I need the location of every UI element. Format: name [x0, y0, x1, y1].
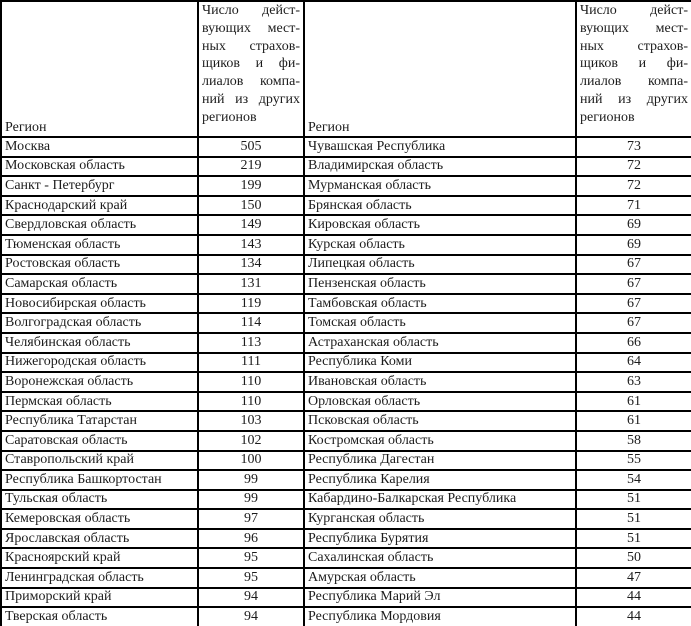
region-cell: Приморский край	[1, 588, 198, 608]
count-cell: 69	[576, 215, 691, 235]
count-cell: 55	[576, 451, 691, 471]
table-row	[1, 255, 691, 275]
count-cell: 72	[576, 176, 691, 196]
region-cell: Кемеровская область	[1, 509, 198, 529]
table-row	[1, 411, 691, 431]
region-cell: Псковская область	[304, 411, 576, 431]
table-row	[1, 294, 691, 314]
count-cell: 505	[198, 137, 304, 157]
table-row	[1, 176, 691, 196]
count-cell: 94	[198, 588, 304, 608]
count-header-text	[202, 2, 300, 127]
region-cell: Республика Башкортостан	[1, 470, 198, 490]
count-cell: 66	[576, 333, 691, 353]
count-cell: 54	[576, 470, 691, 490]
count-cell: 72	[576, 157, 691, 177]
count-header-line: ных страхов-	[202, 38, 300, 54]
region-cell: Свердловская область	[1, 215, 198, 235]
region-cell: Санкт - Петербург	[1, 176, 198, 196]
count-cell: 143	[198, 235, 304, 255]
region-cell: Пермская область	[1, 392, 198, 412]
region-cell: Красноярский край	[1, 548, 198, 568]
region-cell: Республика Дагестан	[304, 451, 576, 471]
count-cell: 61	[576, 392, 691, 412]
region-cell: Сахалинская область	[304, 548, 576, 568]
region-cell: Кировская область	[304, 215, 576, 235]
count-cell: 110	[198, 372, 304, 392]
region-cell: Курская область	[304, 235, 576, 255]
count-cell: 67	[576, 255, 691, 275]
count-cell: 102	[198, 431, 304, 451]
table-row	[1, 235, 691, 255]
count-cell: 73	[576, 137, 691, 157]
table-row	[1, 470, 691, 490]
count-header-line: лиалов компа-	[580, 74, 688, 90]
count-cell: 111	[198, 353, 304, 373]
region-cell: Волгоградская область	[1, 313, 198, 333]
count-cell: 99	[198, 490, 304, 510]
count-cell: 63	[576, 372, 691, 392]
count-header-text	[580, 2, 688, 127]
table-row	[1, 509, 691, 529]
region-cell: Ростовская область	[1, 255, 198, 275]
count-cell: 44	[576, 588, 691, 608]
count-header-line: ний из других	[580, 91, 688, 107]
region-cell: Пензенская область	[304, 274, 576, 294]
region-cell: Нижегородская область	[1, 353, 198, 373]
table-row	[1, 568, 691, 588]
table-row	[1, 157, 691, 177]
count-cell: 94	[198, 607, 304, 626]
region-cell: Брянская область	[304, 196, 576, 216]
region-cell: Республика Бурятия	[304, 529, 576, 549]
count-column-header	[198, 1, 304, 137]
header-row	[1, 1, 691, 137]
region-cell: Тамбовская область	[304, 294, 576, 314]
table-row	[1, 588, 691, 608]
table-row	[1, 392, 691, 412]
table-row	[1, 372, 691, 392]
count-header-line: ний из других	[202, 91, 300, 107]
region-cell: Владимирская область	[304, 157, 576, 177]
region-cell: Республика Коми	[304, 353, 576, 373]
count-header-line: Число дейст-	[580, 3, 688, 18]
count-cell: 219	[198, 157, 304, 177]
count-cell: 114	[198, 313, 304, 333]
region-cell: Амурская область	[304, 568, 576, 588]
region-cell: Курганская область	[304, 509, 576, 529]
count-cell: 99	[198, 470, 304, 490]
count-header-line: щиков и фи-	[202, 56, 300, 72]
table-row	[1, 490, 691, 510]
count-cell: 47	[576, 568, 691, 588]
regions-table-body	[1, 1, 691, 626]
count-header-line: вующих мест-	[580, 20, 688, 36]
count-cell: 97	[198, 509, 304, 529]
count-header-line: лиалов компа-	[202, 74, 300, 90]
count-cell: 64	[576, 353, 691, 373]
count-cell: 67	[576, 274, 691, 294]
count-cell: 67	[576, 313, 691, 333]
region-cell: Орловская область	[304, 392, 576, 412]
count-cell: 103	[198, 411, 304, 431]
count-cell: 51	[576, 490, 691, 510]
count-cell: 100	[198, 451, 304, 471]
region-cell: Ленинградская область	[1, 568, 198, 588]
count-cell: 96	[198, 529, 304, 549]
table-row	[1, 607, 691, 626]
count-cell: 199	[198, 176, 304, 196]
count-cell: 149	[198, 215, 304, 235]
count-cell: 50	[576, 548, 691, 568]
region-cell: Томская область	[304, 313, 576, 333]
region-cell: Республика Марий Эл	[304, 588, 576, 608]
region-cell: Чувашская Республика	[304, 137, 576, 157]
region-cell: Саратовская область	[1, 431, 198, 451]
count-cell: 58	[576, 431, 691, 451]
table-row	[1, 353, 691, 373]
region-cell: Тюменская область	[1, 235, 198, 255]
table-row	[1, 137, 691, 157]
table-row	[1, 196, 691, 216]
count-cell: 110	[198, 392, 304, 412]
count-header-line: ных страхов-	[580, 38, 688, 54]
count-header-line: регионов	[202, 109, 257, 125]
region-cell: Кабардино-Балкарская Республика	[304, 490, 576, 510]
table-row	[1, 431, 691, 451]
region-cell: Республика Мордовия	[304, 607, 576, 626]
region-cell: Тульская область	[1, 490, 198, 510]
region-column-header: Регион	[1, 1, 198, 137]
count-header-line: щиков и фи-	[580, 56, 688, 72]
count-cell: 51	[576, 529, 691, 549]
region-cell: Самарская область	[1, 274, 198, 294]
region-cell: Ярославская область	[1, 529, 198, 549]
count-cell: 67	[576, 294, 691, 314]
region-cell: Тверская область	[1, 607, 198, 626]
count-cell: 44	[576, 607, 691, 626]
table-row	[1, 548, 691, 568]
region-cell: Новосибирская область	[1, 294, 198, 314]
count-cell: 61	[576, 411, 691, 431]
region-cell: Ставропольский край	[1, 451, 198, 471]
region-cell: Воронежская область	[1, 372, 198, 392]
count-cell: 150	[198, 196, 304, 216]
count-cell: 113	[198, 333, 304, 353]
table-row	[1, 274, 691, 294]
table-row	[1, 451, 691, 471]
table-row	[1, 333, 691, 353]
region-cell: Краснодарский край	[1, 196, 198, 216]
region-cell: Ивановская область	[304, 372, 576, 392]
count-cell: 131	[198, 274, 304, 294]
count-cell: 69	[576, 235, 691, 255]
region-cell: Липецкая область	[304, 255, 576, 275]
region-cell: Костромская область	[304, 431, 576, 451]
count-cell: 51	[576, 509, 691, 529]
table-row	[1, 215, 691, 235]
table-row	[1, 313, 691, 333]
count-header-line: вующих мест-	[202, 20, 300, 36]
count-header-line: регионов	[580, 109, 635, 125]
region-cell: Астраханская область	[304, 333, 576, 353]
region-cell: Московская область	[1, 157, 198, 177]
region-cell: Республика Карелия	[304, 470, 576, 490]
count-header-line: Число дейст-	[202, 3, 300, 18]
count-column-header	[576, 1, 691, 137]
table-row	[1, 529, 691, 549]
count-cell: 71	[576, 196, 691, 216]
count-cell: 95	[198, 548, 304, 568]
count-cell: 95	[198, 568, 304, 588]
region-cell: Челябинская область	[1, 333, 198, 353]
region-cell: Мурманская область	[304, 176, 576, 196]
count-cell: 119	[198, 294, 304, 314]
region-cell: Москва	[1, 137, 198, 157]
region-cell: Республика Татарстан	[1, 411, 198, 431]
region-column-header: Регион	[304, 1, 576, 137]
count-cell: 134	[198, 255, 304, 275]
